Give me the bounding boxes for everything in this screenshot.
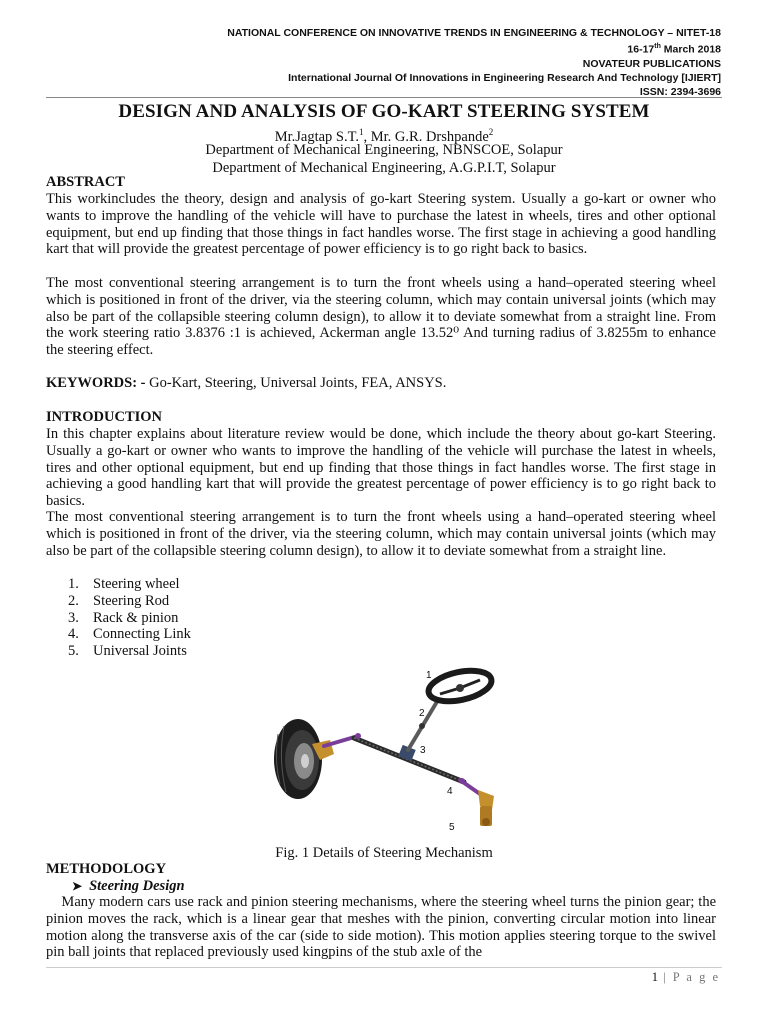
figure-label-2: 2 xyxy=(419,708,425,719)
arrow-bullet-icon: ➤ xyxy=(72,879,83,893)
figure-label-4: 4 xyxy=(447,786,453,797)
list-item: 2. Steering Rod xyxy=(68,592,170,609)
figure-label-1: 1 xyxy=(426,670,432,681)
steering-design-subheading: ➤ Steering Design xyxy=(72,878,185,894)
ball-joint-left xyxy=(355,733,361,739)
running-header xyxy=(227,26,721,99)
list-item: 3. Rack & pinion xyxy=(68,609,179,626)
keywords: KEYWORDS: - Go-Kart, Steering, Universal Joints, FEA, ANSYS. xyxy=(46,375,447,391)
affiliation-1: Department of Mechanical Engineering, NBNSCOE, Solapur xyxy=(205,142,563,158)
methodology-heading: METHODOLOGY xyxy=(46,861,167,877)
journal-name: International Journal Of Innovations in Engineering Research And Technology [IJIERT] xyxy=(288,71,721,84)
figure-label-3: 3 xyxy=(420,745,426,756)
paper-title: DESIGN AND ANALYSIS OF GO-KART STEERING SYSTEM xyxy=(118,101,650,122)
component-list xyxy=(68,576,191,660)
abstract-paragraph-1: This workincludes the theory, design and analysis of go-kart Steering system. Usually a go-kart or owner who wants to improve the handling of the vehicle will have to purchase the latest in wheels, tires and other optional equipment, but end up finding that those things in fact handles worse. The first stage in achieving a good handling kart that will provide the greatest percentage of power efficiency is to go right back to basics. xyxy=(46,191,716,258)
figure-caption: Fig. 1 Details of Steering Mechanism xyxy=(275,845,493,861)
page-footer: 1 | P a g e xyxy=(651,970,720,984)
list-item: 4. Connecting Link xyxy=(68,626,191,643)
steering-mechanism-figure xyxy=(262,664,502,842)
ball-joint-right xyxy=(459,778,465,784)
introduction-paragraph-1: In this chapter explains about literature review would be done, which include the theory about go-kart Steering. Usually a go-kart or owner who wants to improve the handling of the vehicle will purchase the latest in wheels, tires and other optional equipment, but end up finding that those things in fact handles worse. The first stage in achieving a good handling kart that will provide the greatest percentage of power efficiency is to go right back to basics. xyxy=(46,426,716,510)
front-tire xyxy=(274,719,322,799)
right-stub-axle xyxy=(478,790,494,826)
conference-date: 16-17th March 2018 xyxy=(627,43,721,56)
list-item: 1. Steering wheel xyxy=(68,576,180,592)
authors: Mr.Jagtap S.T.$^1$, Mr. G.R. Drshpande$^2$ xyxy=(274,127,494,145)
footer-rule xyxy=(46,967,722,968)
steering-wheel xyxy=(426,666,494,707)
introduction-heading: INTRODUCTION xyxy=(46,409,163,425)
universal-joint xyxy=(419,723,425,729)
publisher: NOVATEUR PUBLICATIONS xyxy=(582,57,721,70)
list-item: 5. Universal Joints xyxy=(68,643,187,660)
methodology-paragraph: Many modern cars use rack and pinion steering mechanisms, where the steering wheel turns the pinion gear; the pinion moves the rack, which is a linear gear that meshes with the pinion, converting circular motion into linear motion along the transverse axis of the car (side to side motion). This motion applies steering torque to the swivel pin ball joints that replaced previously used kingpins of the stub axle of the xyxy=(46,894,720,961)
conference-name: NATIONAL CONFERENCE ON INNOVATIVE TRENDS IN ENGINEERING & TECHNOLOGY – NITET-18 xyxy=(227,27,721,39)
figure-label-5: 5 xyxy=(449,822,455,833)
header-rule xyxy=(46,97,722,98)
issn: ISSN: 2394-3696 xyxy=(639,85,721,98)
abstract-paragraph-2: The most conventional steering arrangement is to turn the front wheels using a hand–operated steering wheel which is positioned in front of the driver, via the steering column, which may contain universal joints (which may also be part of the collapsible steering column design), to allow it to deviate somewhat from a straight line. From the work steering ratio 3.8376 :1 is achieved, Ackerman angle 13.52⁰ And turning radius of 3.8255m to enhance the steering effect. xyxy=(46,275,716,359)
affiliation-2: Department of Mechanical Engineering, A.G.P.I.T, Solapur xyxy=(212,160,556,176)
introduction-paragraph-2: The most conventional steering arrangement is to turn the front wheels using a hand–operated steering wheel which is positioned in front of the driver, via the steering column, which may contain universal joints (which may also be part of the collapsible steering column design), to allow it to deviate somewhat from a straight line. xyxy=(46,509,716,559)
abstract-heading: ABSTRACT xyxy=(46,174,125,190)
